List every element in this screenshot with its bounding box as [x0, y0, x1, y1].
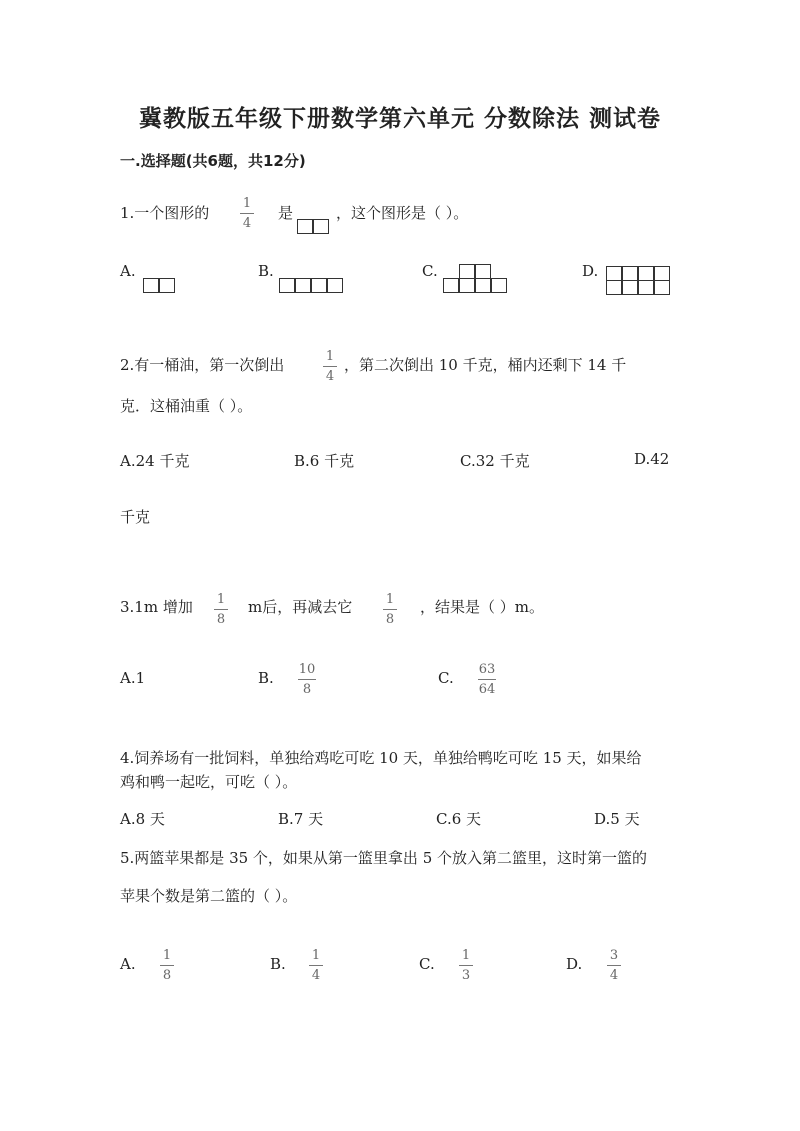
- fraction-numerator: 1: [325, 349, 335, 364]
- grid-cell: [297, 219, 313, 234]
- q5-option-d-label: D.: [566, 955, 583, 973]
- grid-cell: [159, 278, 175, 293]
- q5-option-a-label: A.: [120, 955, 136, 973]
- q2-line2: 克．这桶油重（ ）。: [120, 397, 253, 415]
- q5-line1: 5.两篮苹果都是 35 个，如果从第一篮里拿出 5 个放入第二篮里，这时第一篮的: [120, 849, 648, 867]
- q5-line2: 苹果个数是第二篮的（ ）。: [120, 887, 298, 905]
- fraction-bar: [240, 213, 254, 214]
- q2-line1-b: ，第二次倒出 10 千克，桶内还剩下 14 千: [344, 356, 627, 374]
- grid-cell: [327, 278, 343, 293]
- q1-text-c: ，这个图形是（ ）。: [336, 204, 469, 222]
- grid-cell: [475, 264, 491, 279]
- q4-line2: 鸡和鸭一起吃，可吃（ ）。: [120, 773, 298, 791]
- q3-option-b-label: B.: [258, 669, 274, 687]
- grid-cell: [622, 266, 638, 281]
- q2-option-c: C.32 千克: [460, 452, 530, 470]
- grid-cell: [622, 280, 638, 295]
- q4-option-b: B.7 天: [278, 810, 324, 828]
- section-heading: 一.选择题(共6题，共12分): [120, 152, 306, 170]
- grid-cell: [279, 278, 295, 293]
- q3-option-c-label: C.: [438, 669, 454, 687]
- fraction-bar: [323, 366, 337, 367]
- q5-option-a-fraction: [160, 948, 174, 983]
- q2-fraction: [323, 349, 337, 384]
- grid-cell: [143, 278, 159, 293]
- q4-option-a: A.8 天: [120, 810, 165, 828]
- q1-option-c-label: C.: [422, 262, 438, 280]
- q3-option-c-fraction: [478, 662, 496, 697]
- grid-cell: [606, 266, 622, 281]
- fraction-bar: [478, 679, 496, 680]
- q3-text-a: 3.1m 增加: [120, 598, 193, 616]
- fraction-bar: [459, 965, 473, 966]
- fraction-denominator: 4: [311, 968, 321, 983]
- q3-fraction-2: [383, 592, 397, 627]
- fraction-bar: [160, 965, 174, 966]
- q4-option-c: C.6 天: [436, 810, 482, 828]
- fraction-numerator: 1: [216, 592, 226, 607]
- grid-cell: [491, 278, 507, 293]
- grid-cell: [295, 278, 311, 293]
- q1-option-b-label: B.: [258, 262, 274, 280]
- fraction-numerator: 3: [609, 948, 619, 963]
- fraction-denominator: 8: [385, 612, 395, 627]
- fraction-denominator: 8: [162, 968, 172, 983]
- grid-cell: [638, 266, 654, 281]
- grid-cell: [459, 278, 475, 293]
- fraction-denominator: 64: [478, 682, 496, 697]
- q2-option-d-wrap: 千克: [120, 508, 151, 526]
- fraction-bar: [309, 965, 323, 966]
- grid-cell: [313, 219, 329, 234]
- fraction-numerator: 1: [162, 948, 172, 963]
- q5-option-b-fraction: [309, 948, 323, 983]
- fraction-numerator: 10: [298, 662, 316, 677]
- q1-fraction: [240, 196, 254, 231]
- grid-cell: [654, 280, 670, 295]
- q1-text-b: 是: [278, 204, 294, 222]
- q3-option-b-fraction: [298, 662, 316, 697]
- q1-option-a-label: A.: [120, 262, 136, 280]
- fraction-numerator: 1: [311, 948, 321, 963]
- grid-cell: [311, 278, 327, 293]
- q3-text-b: m后，再减去它: [248, 598, 353, 616]
- q2-option-a: A.24 千克: [120, 452, 190, 470]
- q3-text-c: ，结果是（ ）m。: [420, 598, 544, 616]
- q5-option-b-label: B.: [270, 955, 286, 973]
- q3-fraction-1: [214, 592, 228, 627]
- page-title: 冀教版五年级下册数学第六单元 分数除法 测试卷: [138, 106, 661, 132]
- fraction-numerator: 1: [461, 948, 471, 963]
- fraction-bar: [607, 965, 621, 966]
- q5-option-c-label: C.: [419, 955, 435, 973]
- q2-option-d: D.42: [634, 450, 670, 468]
- grid-cell: [459, 264, 475, 279]
- q4-line1: 4.饲养场有一批饲料，单独给鸡吃可吃 10 天，单独给鸭吃可吃 15 天，如果给: [120, 749, 642, 767]
- grid-cell: [443, 278, 459, 293]
- fraction-denominator: 4: [242, 216, 252, 231]
- fraction-denominator: 8: [216, 612, 226, 627]
- fraction-numerator: 1: [242, 196, 252, 211]
- q3-option-a: A.1: [120, 669, 146, 687]
- fraction-bar: [214, 609, 228, 610]
- q5-option-c-fraction: [459, 948, 473, 983]
- fraction-bar: [383, 609, 397, 610]
- fraction-numerator: 63: [478, 662, 496, 677]
- fraction-denominator: 3: [461, 968, 471, 983]
- q1-option-d-label: D.: [582, 262, 599, 280]
- grid-cell: [654, 266, 670, 281]
- q2-line1-a: 2.有一桶油，第一次倒出: [120, 356, 285, 374]
- q2-option-b: B.6 千克: [294, 452, 355, 470]
- grid-cell: [606, 280, 622, 295]
- fraction-denominator: 8: [302, 682, 312, 697]
- grid-cell: [638, 280, 654, 295]
- fraction-numerator: 1: [385, 592, 395, 607]
- fraction-bar: [298, 679, 316, 680]
- q5-option-d-fraction: [607, 948, 621, 983]
- fraction-denominator: 4: [609, 968, 619, 983]
- grid-cell: [475, 278, 491, 293]
- fraction-denominator: 4: [325, 369, 335, 384]
- q4-option-d: D.5 天: [594, 810, 640, 828]
- q1-text-a: 1.一个图形的: [120, 204, 210, 222]
